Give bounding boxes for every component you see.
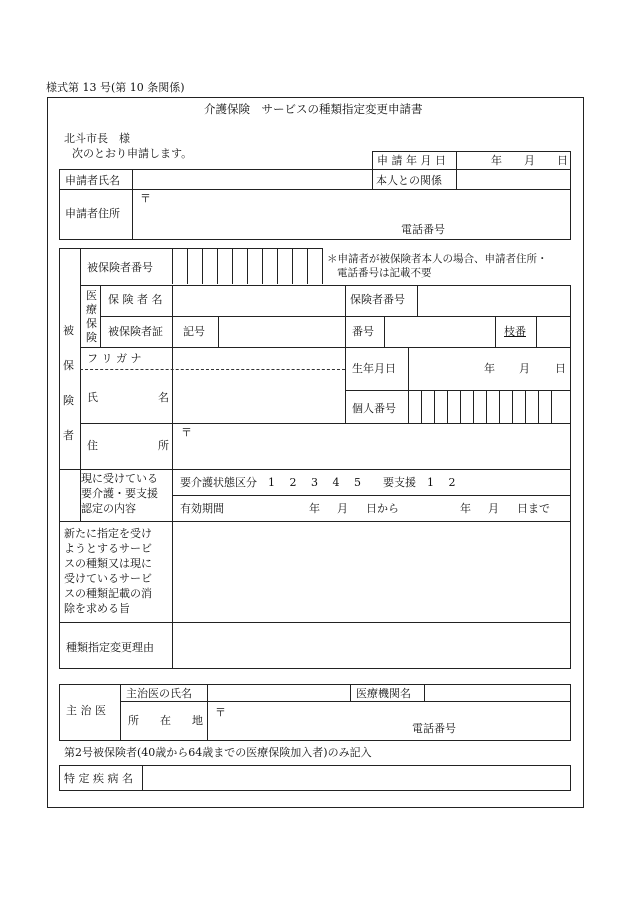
- relation-field[interactable]: [457, 170, 570, 188]
- app-date-day: 日: [557, 154, 568, 167]
- form-number: 様式第 13 号(第 10 条関係): [46, 81, 185, 94]
- new-service-label: スの種類又は現に: [64, 557, 152, 570]
- birthdate-label: 生年月日: [352, 362, 396, 375]
- symbol-label: 記号: [183, 325, 205, 338]
- doctor-phone-label: 電話番号: [412, 722, 456, 735]
- name-label: 氏: [87, 391, 98, 404]
- name-label: 名: [158, 391, 169, 404]
- birth-month: 月: [519, 362, 530, 375]
- medical-institution-label: 医療機関名: [356, 687, 411, 700]
- medical-insurance-char: 医: [86, 289, 97, 302]
- insurer-name-field[interactable]: [173, 286, 345, 316]
- postal-mark: 〒: [140, 192, 151, 205]
- doctor-name-label: 主治医の氏名: [126, 687, 192, 700]
- valid-from-month: 月: [337, 502, 348, 515]
- furigana-label: フ リ ガ ナ: [87, 352, 142, 365]
- location-label: 在: [160, 714, 171, 727]
- insured-address-field[interactable]: [173, 424, 570, 469]
- valid-from-suffix: 日から: [366, 502, 399, 515]
- new-service-label: 新たに指定を受け: [64, 527, 152, 540]
- relation-label: 本人との関係: [376, 174, 442, 187]
- specific-disease-field[interactable]: [143, 766, 570, 790]
- new-service-label: 受けているサービ: [64, 572, 152, 585]
- new-service-field[interactable]: [173, 521, 570, 621]
- valid-to-year: 年: [460, 502, 471, 515]
- personal-number-label: 個人番号: [352, 402, 396, 415]
- addressee: 北斗市長 様: [64, 132, 130, 145]
- current-cert-label: 現に受けている: [81, 472, 158, 485]
- insured-note-1: ＊申請者が被保険者本人の場合、申請者住所・: [327, 253, 548, 265]
- insured-label-char: 保: [63, 359, 74, 372]
- valid-from-year: 年: [309, 502, 320, 515]
- applicant-phone-label: 電話番号: [401, 223, 445, 236]
- application-date-label: 申 請 年 月 日: [377, 154, 446, 167]
- birth-year: 年: [484, 362, 495, 375]
- medical-insurance-char: 保: [86, 317, 97, 330]
- care-level-text: 要介護状態区分 1 2 3 4 5 要支援 1 2: [180, 476, 456, 489]
- valid-period-label: 有効期間: [180, 502, 224, 515]
- insured-note-2: 電話番号は記載不要: [337, 267, 432, 279]
- insured-name-field[interactable]: [173, 370, 345, 423]
- location-label: 所: [128, 714, 139, 727]
- symbol-field[interactable]: [219, 317, 345, 346]
- applicant-address-label: 申請者住所: [65, 207, 120, 220]
- valid-to-suffix: 日まで: [517, 502, 550, 515]
- insured-card-label: 被保険者証: [108, 325, 163, 338]
- doctor-label: 主 治 医: [66, 704, 106, 717]
- application-date-field[interactable]: [466, 152, 570, 168]
- branch-field[interactable]: [537, 317, 570, 346]
- applicant-address-field[interactable]: [133, 190, 570, 238]
- insurer-number-label: 保険者番号: [350, 293, 405, 306]
- specific-disease-label: 特 定 疾 病 名: [64, 772, 133, 785]
- number-field[interactable]: [385, 317, 495, 346]
- change-reason-field[interactable]: [173, 623, 570, 668]
- location-label: 地: [192, 714, 203, 727]
- valid-to-month: 月: [488, 502, 499, 515]
- insurer-name-label: 保 険 者 名: [108, 293, 163, 306]
- type2-note: 第2号被保険者(40歳から64歳までの医療保険加入者)のみ記入: [64, 746, 372, 759]
- birthdate-field[interactable]: [409, 348, 570, 386]
- current-cert-label: 認定の内容: [81, 502, 136, 515]
- insured-number-label: 被保険者番号: [87, 261, 153, 274]
- app-date-month: 月: [524, 154, 535, 167]
- doctor-postal-mark: 〒: [215, 706, 226, 719]
- birth-day: 日: [555, 362, 566, 375]
- doctor-name-field[interactable]: [208, 685, 349, 701]
- insured-label-char: 被: [63, 324, 74, 337]
- number-label: 番号: [352, 325, 374, 338]
- applicant-name-label: 申請者氏名: [65, 174, 120, 187]
- medical-insurance-char: 療: [86, 303, 97, 316]
- new-service-label: 除を求める旨: [64, 602, 130, 615]
- current-cert-label: 要介護・要支援: [81, 487, 158, 500]
- address-label: 所: [158, 439, 169, 452]
- medical-insurance-char: 険: [86, 331, 97, 344]
- doctor-address-field[interactable]: [208, 703, 570, 739]
- furigana-field[interactable]: [173, 348, 345, 368]
- insured-number-field[interactable]: [173, 249, 323, 284]
- branch-label: 枝番: [504, 325, 526, 338]
- insured-label-char: 険: [63, 394, 74, 407]
- new-service-label: スの種類記載の消: [64, 587, 152, 600]
- insured-postal-mark: 〒: [181, 426, 192, 439]
- insurer-number-field[interactable]: [418, 286, 570, 316]
- applicant-name-field[interactable]: [133, 170, 371, 188]
- insured-label-char: 者: [63, 429, 74, 442]
- form-title: 介護保険 サービスの種類指定変更申請書: [204, 102, 423, 116]
- medical-institution-field[interactable]: [425, 685, 570, 701]
- address-label: 住: [87, 439, 98, 452]
- app-date-year: 年: [491, 154, 502, 167]
- intro-text: 次のとおり申請します。: [72, 147, 193, 160]
- change-reason-label: 種類指定変更理由: [66, 641, 154, 654]
- new-service-label: ようとするサービ: [64, 542, 152, 555]
